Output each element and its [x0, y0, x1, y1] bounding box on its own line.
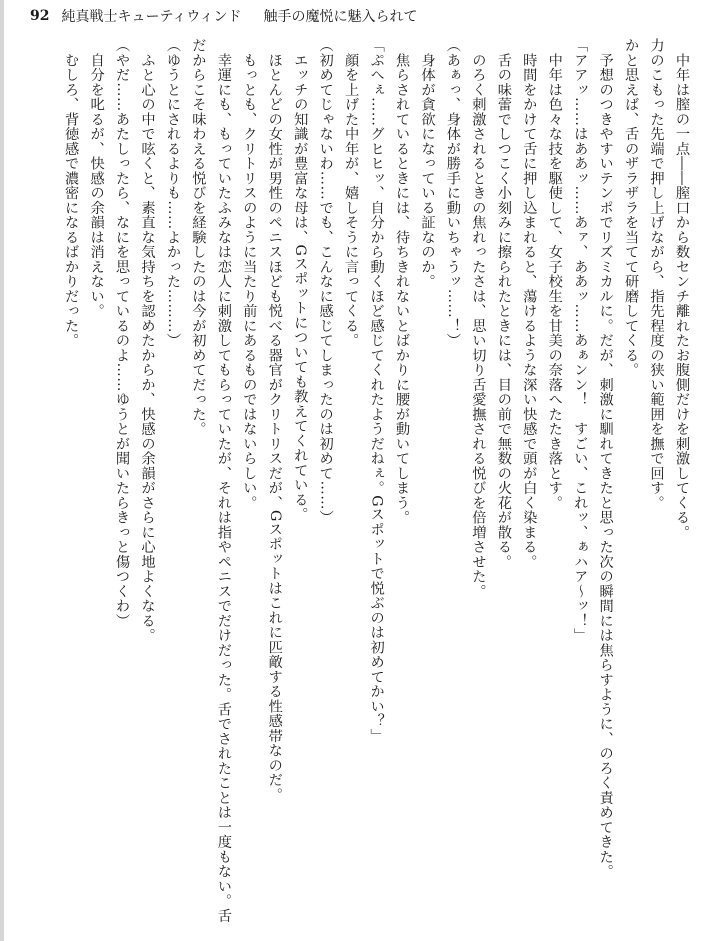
page-header: [30, 4, 418, 28]
book-page: [4, 0, 710, 941]
text-line: 自分を叱るが、快感の余韻は消えない。: [88, 38, 105, 319]
text-line: 舌の味蕾でしつこく小刻みに擦られたときには、目の前で無数の火花が散る。: [495, 38, 512, 569]
text-line: 「ぷへぇ……グヒヒッ、自分から動くほど感じてくれたようだねぇ。Gスポットで悦ぶのは初めてかい？」: [368, 38, 385, 744]
text-line: だからこそ味わえる悦びを経験したのは今が初めてだった。: [190, 38, 207, 437]
text-line: 予想のつきやすいテンポでリズミカルに。だが、刺激に馴れてきたと思った次の瞬間には焦らすように、のろく責めてきた。: [597, 38, 614, 879]
text-line: ほとんどの女性が男性のペニスほども悦べる器官がクリトリスだが、Gスポットはこれに匹敵する性感帯なのだ。: [266, 38, 283, 803]
text-line: エッチの知識が豊富な母は、Gスポットについても教えてくれている。: [292, 38, 309, 522]
text-line: （あぁっ、身体が勝手に動いちゃうッ……！）: [444, 38, 461, 348]
text-line: 時間をかけて舌に押し込まれると、蕩けるような深い快感で頭が白く染まる。: [521, 38, 538, 569]
page-number: 92: [30, 8, 50, 24]
text-line: のろく刺激されるときの焦れったさは、思い切り舌愛撫される悦びを倍増させた。: [470, 38, 487, 599]
text-line: 顔を上げた中年が、嬉しそうに言ってくる。: [343, 38, 360, 348]
text-line: （やだ……あたしったら、なにを思っているのよ……ゆうとが聞いたらきっと傷つくわ）: [114, 38, 131, 628]
text-line: 幸運にも、もっていたふみなは恋人に刺激してもらっていたが、それは指やペニスでだけだった。舌でされたことは一度もない。舌: [215, 38, 232, 923]
text-line: 身体が貪欲になっている証なのか。: [419, 38, 436, 289]
text-line: かと思えば、舌のザラザラを当てて研磨してくる。: [623, 38, 640, 378]
text-line: （初めてじゃないわ……でも、こんなに感じてしまったのは初めて……）: [317, 38, 334, 525]
text-line: 力のこもった先端で押し上げながら、指先程度の狭い範囲を撫で回す。: [648, 38, 665, 510]
text-line: 中年は色々な技を駆使して、女子校生を甘美の奈落へたたき落とす。: [546, 38, 563, 510]
text-line: （ゆうとにされるよりも……よかった………）: [164, 38, 181, 348]
chapter-title: 触手の魔悦に魅入られて: [263, 9, 418, 25]
text-line: 焦らされているときには、待ちきれないとばかりに腰が動いてしまう。: [394, 38, 411, 525]
text-line: もっとも、クリトリスのように当たり前にあるものではないらしい。: [241, 38, 258, 510]
text-line: 「アアッ……はああッ……あァ、ああッ……あぁンン！ すごい、これッ、ぁハア～ッ！」: [572, 38, 589, 643]
book-title: 純真戦士キューティウィンド: [61, 9, 242, 25]
body-text: [58, 38, 694, 928]
text-line: むしろ、背徳感で濃密になるばかりだった。: [63, 38, 80, 348]
text-line: 中年は膣の一点――膣口から数センチ離れたお腹側だけを刺激してくる。: [674, 38, 690, 540]
text-line: ふと心の中で呟くと、素直な気持ちを認めたからか、快感の余韻がさらに心地よくなる。: [139, 38, 156, 643]
